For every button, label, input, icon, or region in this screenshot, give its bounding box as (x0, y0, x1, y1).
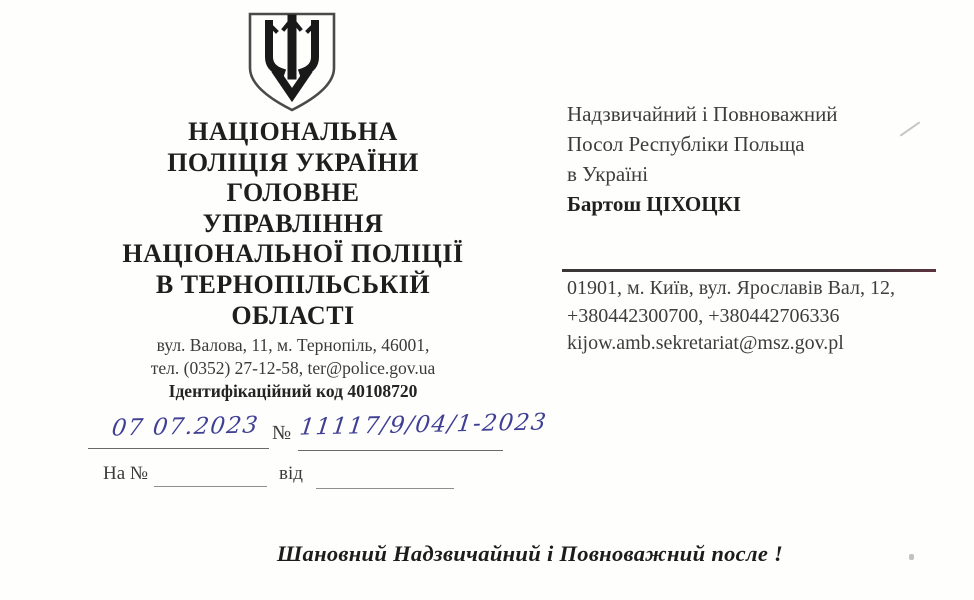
reply-no-blank-underline (154, 486, 267, 487)
recipient-name: Бартош ЦІХОЦКІ (567, 192, 741, 216)
reply-no-label: На № (103, 463, 149, 484)
date-underline (88, 448, 269, 449)
recipient-title-line: Надзвичайний і Повноважний (567, 102, 838, 126)
recipient-title-line: в Україні (567, 162, 649, 186)
number-sign-label: № (272, 422, 292, 444)
org-line: ПОЛІЦІЯ УКРАЇНИ (167, 147, 419, 177)
recipient-divider-rule (562, 269, 936, 272)
sender-id-code-line: Ідентифікаційний код 40108720 (168, 381, 418, 401)
sender-address-block (93, 334, 493, 403)
org-line: УПРАВЛІННЯ (202, 208, 384, 238)
handwritten-date: 07 07.2023 (109, 412, 261, 442)
sender-phone-line: тел. (0352) 27-12-58, ter@police.gov.ua (150, 358, 436, 378)
sender-street-line: вул. Валова, 11, м. Тернопіль, 46001, (156, 335, 430, 355)
recipient-block (567, 99, 957, 219)
number-underline (298, 450, 503, 451)
sender-organization-block (93, 117, 493, 331)
salutation-line: Шановний Надзвичайний і Повноважний после ! (276, 541, 784, 566)
org-line: В ТЕРНОПІЛЬСЬКІЙ (155, 269, 431, 299)
ukraine-trident-emblem-icon (239, 10, 345, 116)
org-line: ГОЛОВНЕ (226, 178, 360, 208)
recipient-email-line: kijow.amb.sekretariat@msz.gov.pl (567, 332, 844, 354)
recipient-street-line: 01901, м. Київ, вул. Ярославів Вал, 12, (567, 277, 895, 299)
reply-from-label: від (279, 463, 303, 484)
org-line: НАЦІОНАЛЬНА (188, 117, 398, 146)
scan-artifact-dot (909, 554, 914, 560)
recipient-address-block (567, 275, 957, 358)
org-line: ОБЛАСТІ (231, 300, 355, 330)
reply-from-blank-underline (316, 488, 454, 489)
recipient-phone-line: +380442300700, +380442706336 (567, 304, 840, 327)
handwritten-outgoing-number: 11117/9/04/1-2023 (298, 409, 549, 441)
recipient-title-line: Посол Республіки Польща (567, 132, 805, 156)
org-line: НАЦІОНАЛЬНОЇ ПОЛІЦІЇ (122, 239, 464, 269)
